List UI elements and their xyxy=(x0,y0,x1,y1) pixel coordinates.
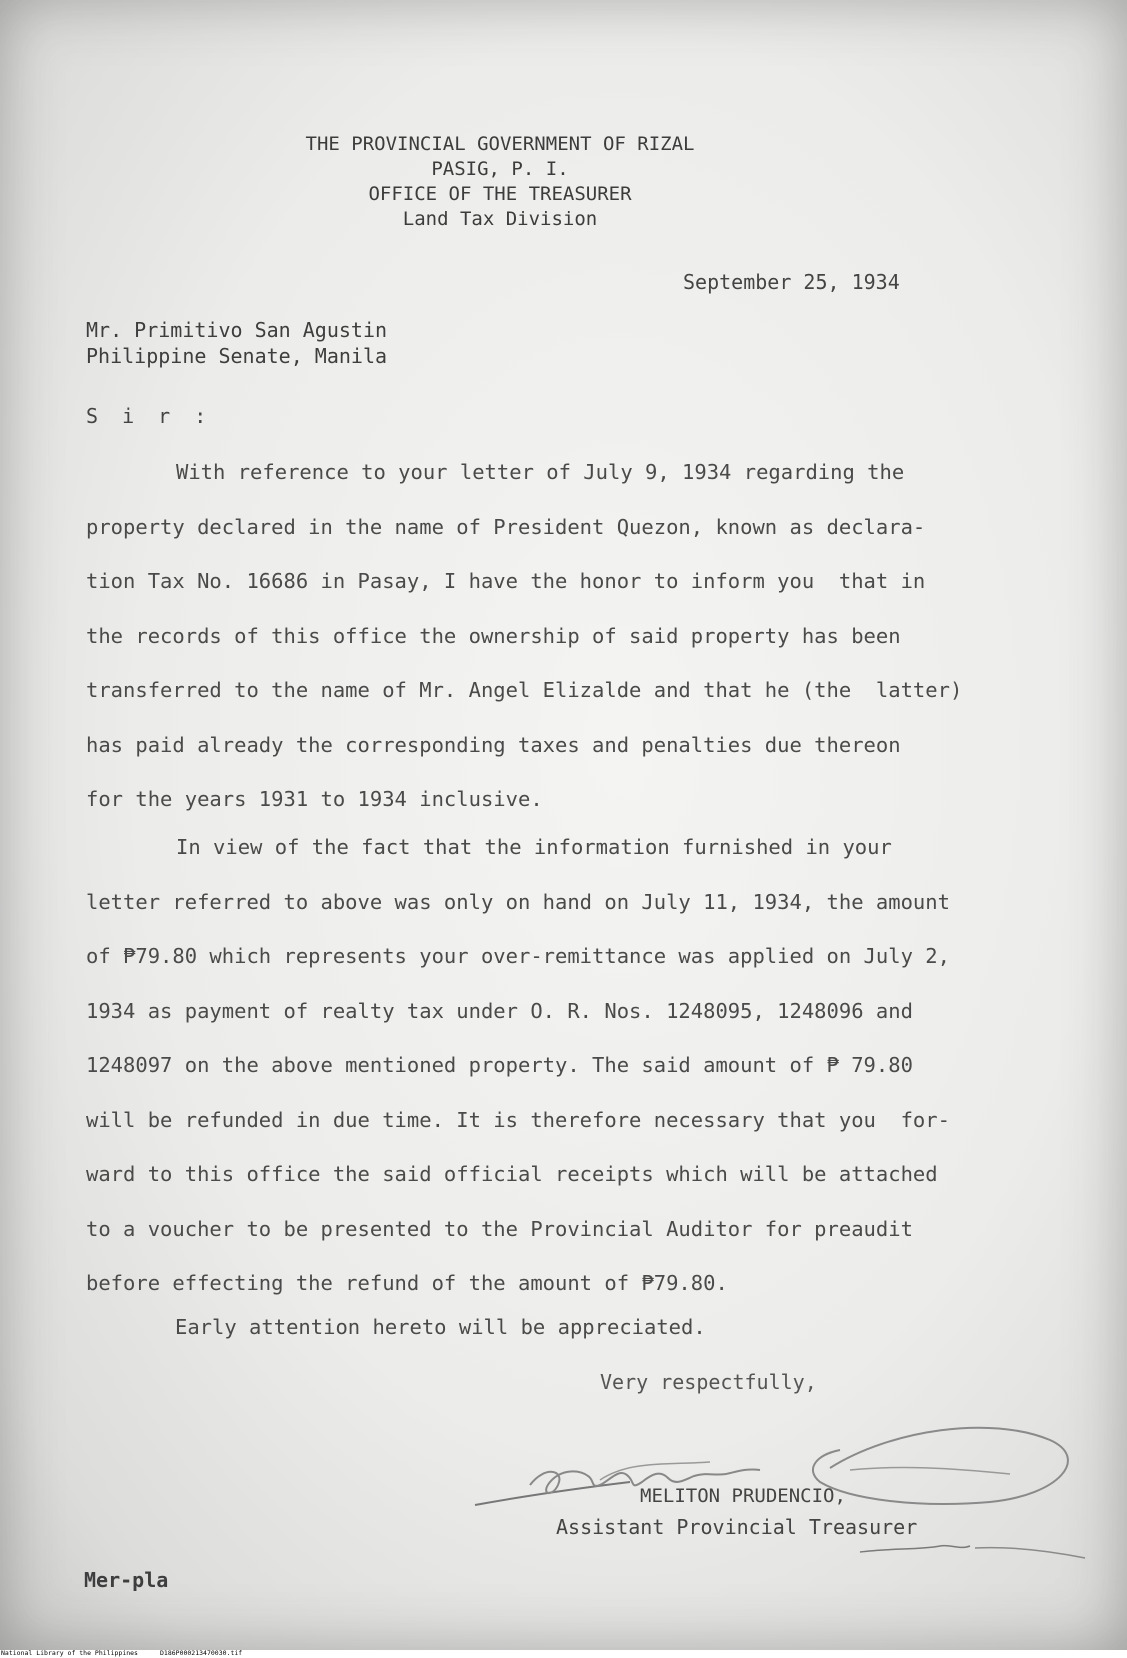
paragraph-line: letter referred to above was only on hand on July 11, 1934, the amount xyxy=(86,889,950,914)
addressee-location: Philippine Senate, Manila xyxy=(86,344,388,368)
complimentary-close: Very respectfully, xyxy=(600,1370,817,1394)
paragraph-line: to a voucher to be presented to the Provincial Auditor for preaudit xyxy=(86,1216,913,1241)
paragraph-line: With reference to your letter of July 9, 1934 regarding the xyxy=(176,460,905,484)
paragraph-line: property declared in the name of President Quezon, known as declara- xyxy=(86,514,926,539)
letter-date: September 25, 1934 xyxy=(683,270,900,294)
body-paragraph-3: Early attention hereto will be appreciated. xyxy=(175,1315,706,1339)
paragraph-line: of ₱79.80 which represents your over-remittance was applied on July 2, xyxy=(86,944,950,968)
letterhead-line-4: Land Tax Division xyxy=(402,208,598,230)
reference-initials: Mer-pla xyxy=(84,1568,169,1592)
signer-title: Assistant Provincial Treasurer xyxy=(556,1515,918,1539)
paragraph-line: the records of this office the ownership of said property has been xyxy=(86,623,901,648)
salutation: S i r : xyxy=(86,404,213,428)
body-paragraph-1 xyxy=(86,445,1046,827)
paragraph-line: for the years 1931 to 1934 inclusive. xyxy=(86,787,543,811)
letterhead-line-3: OFFICE OF THE TREASURER xyxy=(368,183,632,205)
body-paragraph-2 xyxy=(86,820,1046,1311)
addressee-block xyxy=(86,317,387,369)
paragraph-line: transferred to the name of Mr. Angel Elizalde and that he (the latter) xyxy=(86,678,963,702)
archive-footer xyxy=(0,1650,1127,1658)
signer-name: MELITON PRUDENCIO, xyxy=(640,1485,846,1507)
paragraph-line: ward to this office the said official receipts which will be attached xyxy=(86,1162,938,1186)
letterhead xyxy=(0,132,1000,232)
paragraph-line: before effecting the refund of the amount of ₱79.80. xyxy=(86,1271,728,1295)
archive-label: National Library of the Philippines xyxy=(1,1649,138,1657)
paragraph-line: 1248097 on the above mentioned property. The said amount of ₱ 79.80 xyxy=(86,1053,913,1077)
paragraph-line: will be refunded in due time. It is therefore necessary that you for- xyxy=(86,1107,950,1132)
letterhead-line-1: THE PROVINCIAL GOVERNMENT OF RIZAL xyxy=(305,133,695,155)
archive-file-id: D186P000213470030.tif xyxy=(160,1649,243,1657)
letterhead-line-2: PASIG, P. I. xyxy=(431,158,569,180)
paragraph-line: In view of the fact that the information furnished in your xyxy=(176,835,892,859)
paragraph-line: 1934 as payment of realty tax under O. R. Nos. 1248095, 1248096 and xyxy=(86,998,913,1023)
paragraph-line: tion Tax No. 16686 in Pasay, I have the honor to inform you that in xyxy=(86,569,926,593)
paragraph-line: has paid already the corresponding taxes and penalties due thereon xyxy=(86,732,901,757)
addressee-name: Mr. Primitivo San Agustin xyxy=(86,318,388,342)
